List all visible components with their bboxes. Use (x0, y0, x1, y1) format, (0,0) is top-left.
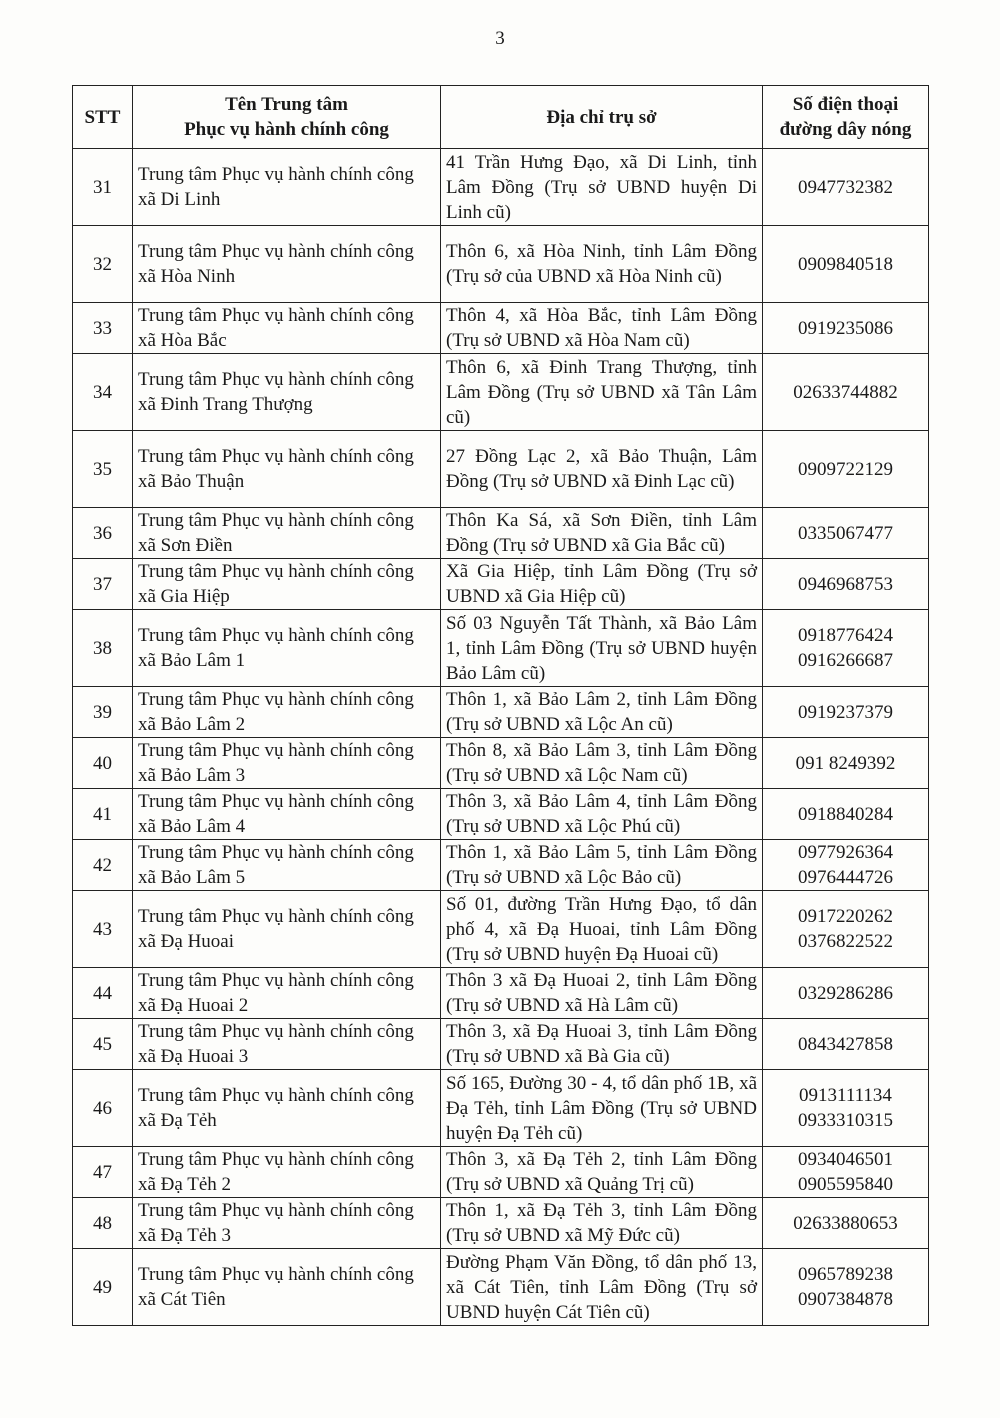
cell-center-name (133, 891, 441, 968)
center-name-line: xã Hòa Ninh (138, 266, 236, 287)
cell-address: 27 Đồng Lạc 2, xã Bảo Thuận, Lâm Đồng (Trụ sở UBND xã Đinh Lạc cũ) (441, 431, 763, 508)
center-name-line: Trung tâm Phục vụ hành chính công (138, 1200, 414, 1221)
cell-center-name (133, 1249, 441, 1326)
cell-center-name (133, 149, 441, 226)
cell-stt: 43 (73, 891, 133, 968)
header-phone-line2: đường dây nóng (779, 119, 912, 140)
hotline-number: 0933310315 (798, 1110, 893, 1131)
center-name-line: Trung tâm Phục vụ hành chính công (138, 970, 414, 991)
cell-stt: 38 (73, 610, 133, 687)
center-name-line: xã Bảo Lâm 2 (138, 714, 246, 735)
cell-center-name (133, 789, 441, 840)
table-header-row (73, 86, 929, 149)
cell-phone (763, 789, 929, 840)
table-row (73, 840, 929, 891)
cell-center-name (133, 508, 441, 559)
center-name-line: Trung tâm Phục vụ hành chính công (138, 1085, 414, 1106)
page-number: 3 (495, 28, 505, 49)
cell-address: Thôn 4, xã Hòa Bắc, tỉnh Lâm Đồng (Trụ sở UBND xã Hòa Nam cũ) (441, 303, 763, 354)
header-center-name (133, 86, 441, 149)
cell-stt: 49 (73, 1249, 133, 1326)
cell-stt: 45 (73, 1019, 133, 1070)
cell-address: Xã Gia Hiệp, tỉnh Lâm Đồng (Trụ sở UBND xã Gia Hiệp cũ) (441, 559, 763, 610)
center-name-line: xã Gia Hiệp (138, 586, 230, 607)
center-name-line: Trung tâm Phục vụ hành chính công (138, 1021, 414, 1042)
center-name-line: xã Đạ Tẻh 2 (138, 1174, 232, 1195)
cell-address: Đường Phạm Văn Đồng, tổ dân phố 13, xã Cát Tiên, tỉnh Lâm Đồng (Trụ sở UBND huyện Cát Tiên cũ) (441, 1249, 763, 1326)
hotline-number: 0947732382 (798, 176, 893, 198)
hotline-number: 0909722129 (798, 458, 893, 480)
cell-phone (763, 431, 929, 508)
cell-phone (763, 687, 929, 738)
center-name-line: Trung tâm Phục vụ hành chính công (138, 446, 414, 467)
hotline-number: 0913111134 (799, 1085, 892, 1106)
cell-address: Thôn 6, xã Đinh Trang Thượng, tỉnh Lâm Đồng (Trụ sở UBND xã Tân Lâm cũ) (441, 354, 763, 431)
cell-address: Số 165, Đường 30 - 4, tổ dân phố 1B, xã Đạ Tẻh, tỉnh Lâm Đồng (Trụ sở UBND huyện Đạ Tẻh cũ) (441, 1070, 763, 1147)
cell-center-name (133, 354, 441, 431)
center-name-line: xã Đinh Trang Thượng (138, 394, 313, 415)
cell-phone (763, 559, 929, 610)
hotline-number: 02633744882 (793, 381, 898, 403)
center-name-line: Trung tâm Phục vụ hành chính công (138, 369, 414, 390)
cell-phone (763, 1070, 929, 1147)
cell-address: Thôn 1, xã Bảo Lâm 2, tỉnh Lâm Đồng (Trụ sở UBND xã Lộc An cũ) (441, 687, 763, 738)
center-name-line: xã Đạ Tẻh (138, 1110, 217, 1131)
cell-stt: 31 (73, 149, 133, 226)
center-name-line: Trung tâm Phục vụ hành chính công (138, 561, 414, 582)
table-row (73, 1249, 929, 1326)
cell-stt: 33 (73, 303, 133, 354)
table-row (73, 149, 929, 226)
cell-address: Thôn 3, xã Bảo Lâm 4, tỉnh Lâm Đồng (Trụ sở UBND xã Lộc Phú cũ) (441, 789, 763, 840)
center-name-line: Trung tâm Phục vụ hành chính công (138, 791, 414, 812)
center-name-line: Trung tâm Phục vụ hành chính công (138, 906, 414, 927)
center-name-line: Trung tâm Phục vụ hành chính công (138, 740, 414, 761)
center-name-line: xã Bảo Lâm 5 (138, 867, 246, 888)
center-name-line: Trung tâm Phục vụ hành chính công (138, 1264, 414, 1285)
center-name-line: xã Đạ Huoai 2 (138, 995, 249, 1016)
center-name-line: Trung tâm Phục vụ hành chính công (138, 164, 414, 185)
hotline-number: 0329286286 (798, 982, 893, 1004)
cell-phone (763, 840, 929, 891)
cell-address: Thôn 6, xã Hòa Ninh, tỉnh Lâm Đồng (Trụ sở của UBND xã Hòa Ninh cũ) (441, 226, 763, 303)
table-row (73, 354, 929, 431)
cell-phone (763, 303, 929, 354)
cell-center-name (133, 431, 441, 508)
cell-stt: 39 (73, 687, 133, 738)
cell-stt: 42 (73, 840, 133, 891)
center-name-line: Trung tâm Phục vụ hành chính công (138, 625, 414, 646)
center-name-line: Trung tâm Phục vụ hành chính công (138, 510, 414, 531)
center-name-line: Trung tâm Phục vụ hành chính công (138, 689, 414, 710)
cell-phone (763, 1198, 929, 1249)
hotline-number: 0918840284 (798, 803, 893, 825)
table-row (73, 891, 929, 968)
hotline-number: 0843427858 (798, 1033, 893, 1055)
hotline-number: 0907384878 (798, 1289, 893, 1310)
hotline-number: 0934046501 (798, 1149, 893, 1170)
hotline-number: 0965789238 (798, 1264, 893, 1285)
header-phone (763, 86, 929, 149)
hotline-number: 0376822522 (798, 931, 893, 952)
table-row (73, 1070, 929, 1147)
cell-stt: 37 (73, 559, 133, 610)
hotline-number: 0916266687 (798, 650, 893, 671)
hotline-number: 0919237379 (798, 701, 893, 723)
cell-center-name (133, 226, 441, 303)
header-address: Địa chỉ trụ sở (441, 86, 763, 149)
table-row (73, 559, 929, 610)
cell-stt: 44 (73, 968, 133, 1019)
cell-address: 41 Trần Hưng Đạo, xã Di Linh, tỉnh Lâm Đồng (Trụ sở UBND huyện Di Linh cũ) (441, 149, 763, 226)
cell-stt: 34 (73, 354, 133, 431)
cell-phone (763, 891, 929, 968)
cell-phone (763, 508, 929, 559)
cell-stt: 32 (73, 226, 133, 303)
center-name-line: xã Hòa Bắc (138, 330, 227, 351)
cell-center-name (133, 738, 441, 789)
hotline-number: 0909840518 (798, 253, 893, 275)
cell-stt: 41 (73, 789, 133, 840)
hotline-number: 0917220262 (798, 906, 893, 927)
cell-address: Thôn 3, xã Đạ Tẻh 2, tỉnh Lâm Đồng (Trụ sở UBND xã Quảng Trị cũ) (441, 1147, 763, 1198)
table-row (73, 1019, 929, 1070)
center-name-line: xã Đạ Huoai (138, 931, 235, 952)
table-row (73, 789, 929, 840)
table-row (73, 431, 929, 508)
cell-center-name (133, 968, 441, 1019)
cell-center-name (133, 1070, 441, 1147)
cell-center-name (133, 559, 441, 610)
cell-center-name (133, 1147, 441, 1198)
cell-phone (763, 1019, 929, 1070)
hotline-number: 0905595840 (798, 1174, 893, 1195)
cell-phone (763, 738, 929, 789)
cell-phone (763, 226, 929, 303)
cell-phone (763, 968, 929, 1019)
table-row (73, 968, 929, 1019)
table-row (73, 610, 929, 687)
cell-stt: 48 (73, 1198, 133, 1249)
hotline-number: 02633880653 (793, 1212, 898, 1234)
hotline-number: 091 8249392 (795, 752, 896, 774)
header-name-line2: Phục vụ hành chính công (184, 119, 389, 140)
center-name-line: xã Đạ Huoai 3 (138, 1046, 249, 1067)
center-name-line: Trung tâm Phục vụ hành chính công (138, 305, 414, 326)
hotline-number: 0919235086 (798, 317, 893, 339)
center-name-line: xã Cát Tiên (138, 1289, 226, 1310)
cell-center-name (133, 610, 441, 687)
cell-stt: 35 (73, 431, 133, 508)
cell-center-name (133, 840, 441, 891)
cell-phone (763, 354, 929, 431)
cell-address: Thôn 3 xã Đạ Huoai 2, tỉnh Lâm Đồng (Trụ sở UBND xã Hà Lâm cũ) (441, 968, 763, 1019)
cell-address: Thôn 8, xã Bảo Lâm 3, tỉnh Lâm Đồng (Trụ sở UBND xã Lộc Nam cũ) (441, 738, 763, 789)
table-row (73, 1198, 929, 1249)
hotline-number: 0946968753 (798, 573, 893, 595)
table-row (73, 687, 929, 738)
cell-address: Thôn 1, xã Bảo Lâm 5, tỉnh Lâm Đồng (Trụ sở UBND xã Lộc Bảo cũ) (441, 840, 763, 891)
center-name-line: Trung tâm Phục vụ hành chính công (138, 842, 414, 863)
header-phone-line1: Số điện thoại (792, 94, 899, 115)
header-name-line1: Tên Trung tâm (225, 94, 348, 115)
cell-phone (763, 610, 929, 687)
center-name-line: xã Bảo Lâm 4 (138, 816, 246, 837)
table-row (73, 226, 929, 303)
center-name-line: xã Bảo Lâm 3 (138, 765, 246, 786)
table-row (73, 508, 929, 559)
cell-stt: 46 (73, 1070, 133, 1147)
table-row (73, 738, 929, 789)
cell-center-name (133, 303, 441, 354)
cell-phone (763, 1249, 929, 1326)
center-name-line: xã Bảo Lâm 1 (138, 650, 246, 671)
hotline-number: 0976444726 (798, 867, 893, 888)
cell-stt: 36 (73, 508, 133, 559)
center-name-line: Trung tâm Phục vụ hành chính công (138, 241, 414, 262)
service-center-table (72, 85, 929, 1326)
cell-phone (763, 1147, 929, 1198)
cell-center-name (133, 1019, 441, 1070)
cell-center-name (133, 687, 441, 738)
hotline-number: 0977926364 (798, 842, 893, 863)
cell-address: Số 03 Nguyễn Tất Thành, xã Bảo Lâm 1, tỉnh Lâm Đồng (Trụ sở UBND huyện Bảo Lâm cũ) (441, 610, 763, 687)
cell-phone (763, 149, 929, 226)
cell-stt: 47 (73, 1147, 133, 1198)
center-name-line: xã Di Linh (138, 189, 221, 210)
table-row (73, 303, 929, 354)
header-stt: STT (73, 86, 133, 149)
table-row (73, 1147, 929, 1198)
cell-address: Thôn Ka Sá, xã Sơn Điền, tỉnh Lâm Đồng (Trụ sở UBND xã Gia Bắc cũ) (441, 508, 763, 559)
cell-stt: 40 (73, 738, 133, 789)
center-name-line: Trung tâm Phục vụ hành chính công (138, 1149, 414, 1170)
cell-address: Thôn 1, xã Đạ Tẻh 3, tỉnh Lâm Đồng (Trụ sở UBND xã Mỹ Đức cũ) (441, 1198, 763, 1249)
cell-address: Số 01, đường Trần Hưng Đạo, tổ dân phố 4, xã Đạ Huoai, tỉnh Lâm Đồng (Trụ sở UBND huyện Đạ Huoai cũ) (441, 891, 763, 968)
center-name-line: xã Bảo Thuận (138, 471, 245, 492)
center-name-line: xã Sơn Điền (138, 535, 233, 556)
cell-center-name (133, 1198, 441, 1249)
hotline-number: 0918776424 (798, 625, 893, 646)
hotline-number: 0335067477 (798, 522, 893, 544)
center-name-line: xã Đạ Tẻh 3 (138, 1225, 232, 1246)
cell-address: Thôn 3, xã Đạ Huoai 3, tỉnh Lâm Đồng (Trụ sở UBND xã Bà Gia cũ) (441, 1019, 763, 1070)
